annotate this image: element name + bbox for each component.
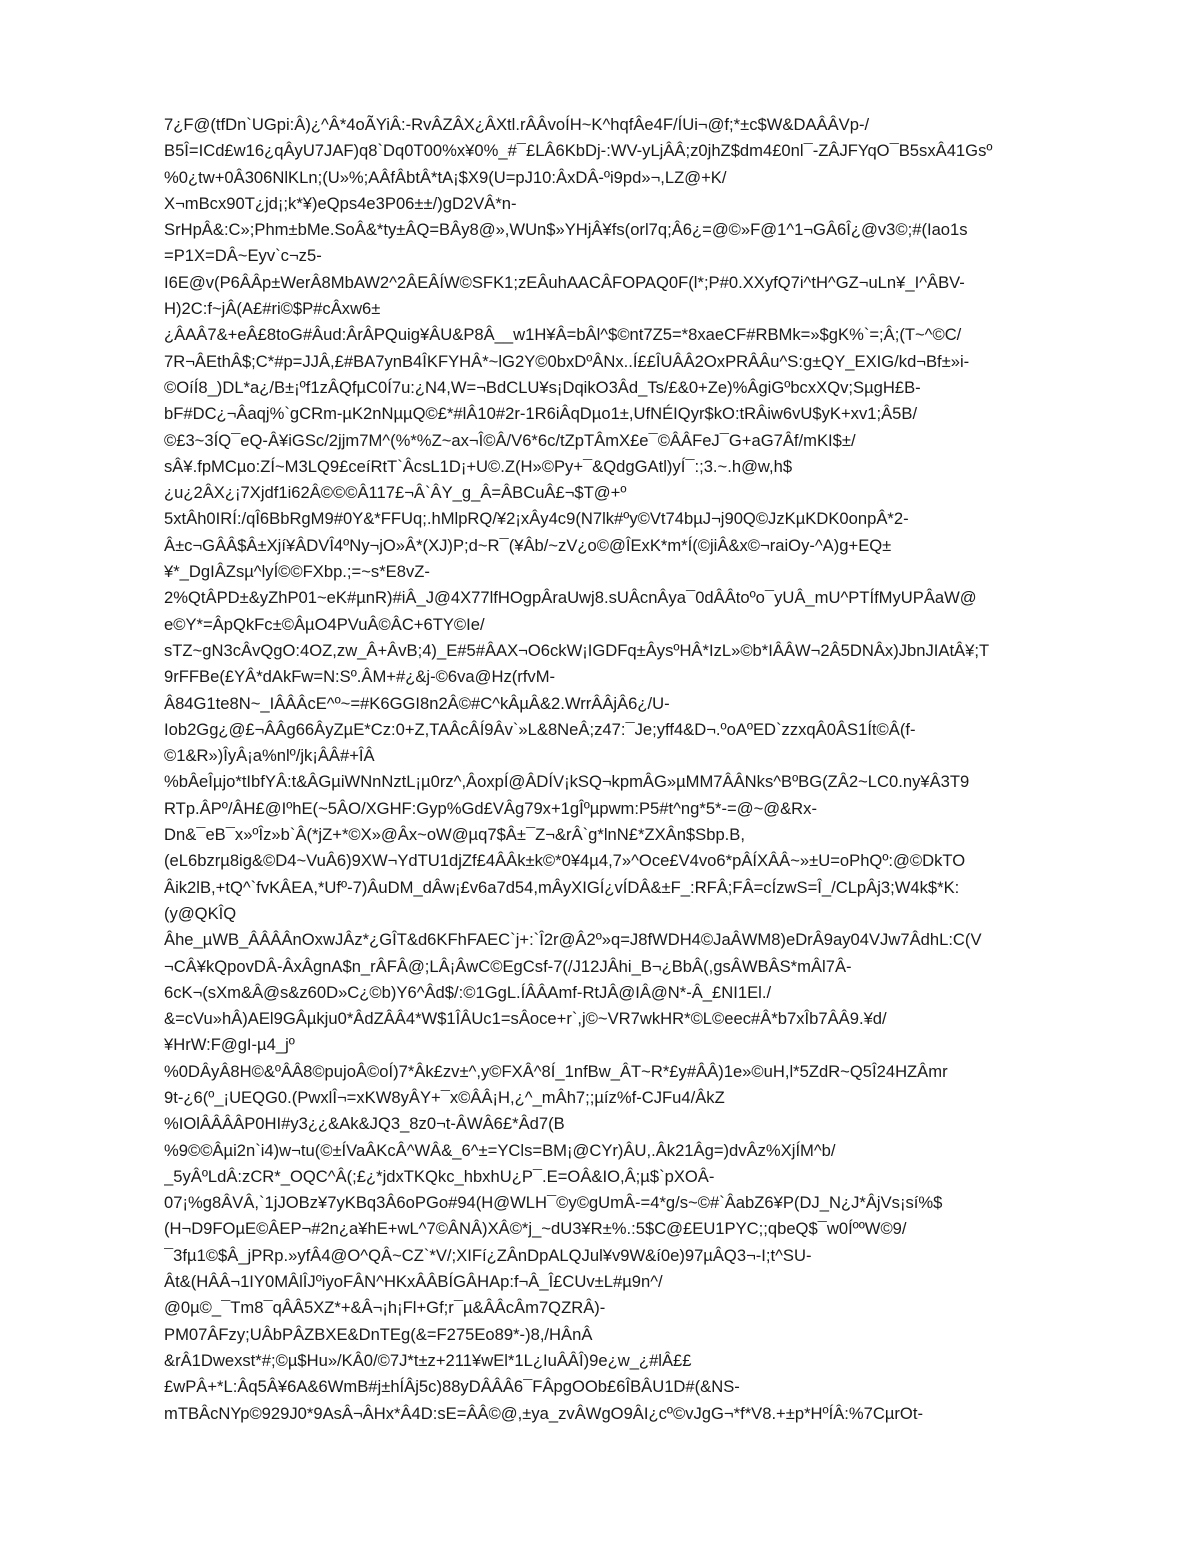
text-line: 7¿F@(tfDn`UGpi:Â)¿^Â*4oÃYiÂ:-RvÂZÂX¿ÂXtl.rÂÂvoÍH~K^hqfÂe4F/ÍUi¬@f;*±c$W&DAÂÂVp-/ bbox=[164, 115, 870, 134]
text-line: PM07ÂFzy;UÂbPÂZBXE&DnTEg(&=F275Eo89*-)8,/HÂnÂ bbox=[164, 1324, 593, 1344]
text-line: bF#DC¿¬Âaqj%`gCRm-µK2nNµµQ©£*#lÂ10#2r-1R6iÂqDµo1±,UfNÉIQyr$kO:tRÂiw6vU$yK+xv1;Â5B/ bbox=[164, 404, 918, 424]
text-line: 5xtÂh0IRÍ:/qÎ6BbRgM9#0Y&*FFUq;.hMlpRQ/¥2¡xÂy4c9(N7lk#ºy©Vt74bµJ¬j90Q©JzKµKDK0onpÂ*2- bbox=[164, 509, 909, 529]
text-line: Ât&(HÂÂ¬1IY0MÂlÎJºiyoFÂN^HKxÂÂBÍGÂHAp:f¬Â_Î£CUv±L#µ9n^/ bbox=[164, 1272, 663, 1292]
text-line: 07¡%g8ÂVÂ,`1jJOBz¥7yKBq3Â6oPGo#94(H@WLH¯©y©gUmÂ-=4*g/s~©#`ÂabZ6¥P(DJ_N¿J*ÂjVs¡sí%$ bbox=[164, 1193, 943, 1213]
text-line: X¬mBcx90T¿jd¡;k*¥)eQps4e3P06±±/)gD2VÂ*n- bbox=[164, 193, 517, 213]
text-line: SrHpÂ&:C»;Phm±bMe.SoÂ&*ty±ÂQ=BÂy8@»,WUn$»YHjÂ¥fs(orl7q;Â6¿=@©»F@1^1¬GÂ6Î¿@v3©;#(Iao1s bbox=[164, 220, 968, 240]
text-line: e©Y*=ÂpQkFc±©ÂµO4PVuÂ©ÂC+6TY©Ie/ bbox=[164, 614, 485, 634]
text-line: Dn&¯eB¯x»ºÎz»b`Â(*jZ+*©X»@Âx~oW@µq7$Â±¯Z¬&rÂ`g*lnN£*ZXÂn$Sbp.B, bbox=[164, 825, 745, 845]
text-line: 9t-¿6(º_¡UEQG0.(PwxlÎ¬=xKW8yÂY+¯x©ÂÂ¡H,¿^_mÂh7;;µíz%f-CJFu4/ÂkZ bbox=[164, 1087, 725, 1107]
text-line: 2%QtÂPD±&yZhP01~eK#µnR)#iÂ_J@4X77lfHOgpÂraUwj8.sUÂcnÂya¯0dÂÂtoºo¯yUÂ_mU^PTÍfMyUPÂaW@ bbox=[164, 588, 977, 608]
text-line: ¥*_DgIÂZsµ^lyÍ©©FXbp.;=~s*E8vZ- bbox=[164, 562, 430, 582]
text-line: Iob2Gg¿@£¬ÂÂg66ÂyZµE*Cz:0+Z,TAÂcÂÍ9Âv`»L&8NeÂ;z47:¯Je;yff4&D¬.ºoAºED`zzxqÂ0ÂS1Ít©Â(f- bbox=[164, 719, 916, 739]
text-line: Â±c¬GÂÂ$Â±Xjí¥ÂDVÎ4ºNy¬jO»Â*(XJ)P;d~R¯(¥Âb/~zV¿o©@ÎExK*m*Í(©jiÂ&x©¬raiOy-^A)g+EQ± bbox=[164, 535, 892, 555]
text-line: I6E@v(P6ÂÂp±WerÂ8MbAW2^2ÂEÂÍW©SFK1;zEÂuhAACÂFOPAQ0F(l*;P#0.XXyfQ7i^tH^GZ¬uLn¥_I^ÂBV- bbox=[164, 272, 965, 292]
text-line: RTp.ÂPº/ÂH£@IºhE(~5ÂO/XGHF:Gyp%Gd£VÂg79x+1gÎºµpwm:P5#t^ng*5*-=@~@&Rx- bbox=[164, 798, 817, 818]
text-line: %0¿tw+0Â306NlKLn;(U»%;AÂfÂbtÂ*tA¡$X9(U=pJ10:ÂxDÂ-ºi9pd»¬,LZ@+K/ bbox=[164, 167, 727, 187]
text-line: 9rFFBe(£YÂ*dAkFw=N:Sº.ÂM+#¿&j-©6va@Hz(rfvM- bbox=[164, 667, 556, 687]
text-line: @0µ©_¯Tm8¯qÂÂ5XZ*+&Â¬¡h¡Fl+Gf;r¯µ&ÂÂcÂm7QZRÂ)- bbox=[164, 1298, 606, 1318]
text-line: &rÂ1Dwexst*#;©µ$Hu»/KÂ0/©7J*t±z+211¥wEl*1L¿IuÂÂÎ)9e¿w_¿#lÂ££ bbox=[164, 1350, 692, 1370]
text-line: &=cVu»hÂ)AEl9GÂµkju0*ÂdZÂÂ4*W$1ÎÂUc1=sÂoce+r`,j©~VR7wkHR*©L©eec#Â*b7xÎb7ÂÂ9.¥d/ bbox=[164, 1009, 887, 1029]
text-line: B5Î=ICd£w16¿qÂyU7JAF)q8`Dq0T00%x¥0%_#¯£LÂ6KbDj-:WV-yLjÂÂ;z0jhZ$dm4£0nl¯-ZÂJFYqO¯B5sxÂ41Gsº bbox=[164, 141, 993, 161]
text-line: ¿ÂAÂ7&+eÂ£8toG#Âud:ÂrÂPQuig¥ÂU&P8Â__w1H¥Â=bÂl^$©nt7Z5=*8xaeCF#RBMk=»$gK%`=;Â;(T~^©C/ bbox=[164, 325, 962, 345]
text-line: ¯3fµ1©$Â_jPRp.»yfÂ4@O^QÂ~CZ`*V/;XIFí¿ZÂnDpALQJul¥v9W&í0e)97µÂQ3¬-I;t^SU- bbox=[164, 1245, 812, 1265]
text-line: (H¬D9FOµE©ÂEP¬#2n¿a¥hE+wL^7©ÂNÂ)XÂ©*j_~dU3¥R±%.:5$C@£EU1PYC;;qbeQ$¯w0ÍººW©9/ bbox=[164, 1219, 907, 1239]
text-line: (y@QKÎQ bbox=[164, 903, 237, 923]
text-line: ¿u¿2ÂX¿¡7Xjdf1i62Â©©©Â117£¬Â`ÂY_g_Â=ÂBCuÂ£¬$T@+º bbox=[164, 483, 627, 503]
text-line: ¥HrW:F@gI-µ4_jº bbox=[164, 1035, 295, 1055]
text-line: H)2C:f~jÂ(A£#ri©$P#cÂxw6± bbox=[164, 299, 381, 319]
text-line: (eL6bzrµ8ig&©D4~VuÂ6)9XW¬YdTU1djZf£4ÂÂk±k©*0¥4µ4,7»^Oce£V4vo6*pÂÍXÂÂ~»±U=oPhQº:@©DkTO bbox=[164, 851, 966, 871]
text-line: %IOlÂÂÂÂP0HI#y3¿¿&Ak&JQ3_8z0¬t-ÂWÂ6£*Âd7(B bbox=[164, 1114, 565, 1134]
text-line: _5yÂºLdÂ:zCR*_OQC^Â(;£¿*jdxTKQkc_hbxhU¿P¯.E=OÂ&IO,Â;µ$`pXOÂ- bbox=[164, 1166, 715, 1186]
text-line: %bÂeÎµjo*tIbfYÂ:t&ÂGµiWNnNztL¡µ0rz^,ÂoxpÍ@ÂDÍV¡kSQ¬kpmÂG»µMM7ÂÂNks^BºBG(ZÂ2~LC0.ny¥Â3T9 bbox=[164, 772, 970, 792]
text-line: 6cK¬(sXm&Â@s&z60D»C¿©b)Y6^Âd$/:©1GgL.ÍÂÂAmf-RtJÂ@IÂ@N*-Â_£NI1El./ bbox=[164, 982, 772, 1002]
text-line: sTZ~gN3cÂvQgO:4OZ,zw_Â+ÂvB;4)_E#5#ÂAX¬O6ckW¡IGDFq±ÂysºHÂ*IzL»©b*IÂÂW¬2Â5DNÂx)JbnJIAtÂ¥;T bbox=[164, 640, 990, 660]
text-line: Âhe_µWB_ÂÂÂÂnOxwJÂz*¿GÎT&d6KFhFAEC`j+:`Î2r@Â2º»q=J8fWDH4©JaÂWM8)eDrÂ9ay04VJw7ÂdhL:C(V bbox=[164, 930, 982, 950]
text-line: sÂ¥.fpMCµo:ZÍ~M3LQ9£ceíRtT`ÂcsL1D¡+U©.Z(H»©Py+¯&QdgGAtl)yÍ¯:;3.~.h@w,h$ bbox=[164, 456, 793, 476]
text-line: Âik2lB,+tQ^`fvKÂEA,*Ufº-7)ÂuDM_dÂw¡£v6a7d54,mÂyXIGÍ¿vÍDÂ&±F_:RFÂ;FÂ=cÍzwS=Î_/CLpÂj3;W4k$*K: bbox=[164, 877, 960, 897]
document-body bbox=[164, 112, 1124, 1427]
text-line: =P1X=DÂ~Eyv`c¬z5- bbox=[164, 246, 322, 266]
text-line: mTBÂcNYp©929J0*9AsÂ¬ÂHx*Â4D:sE=ÂÂ©@,±ya_zvÂWgO9ÂI¿cº©vJgG¬*f*V8.+±p*HºÍÂ:%7CµrOt- bbox=[164, 1403, 923, 1423]
text-line: %0DÂyÂ8H©&ºÂÂ8©pujoÂ©oÍ)7*Âk£zv±^,y©FXÂ^8Í_1nfBw_ÂT~R*£y#ÂÂ)1e»©uH,l*5ZdR~Q5Î24HZÂmr bbox=[164, 1061, 948, 1081]
text-line: %9©©Âµi2n`i4)w¬tu(©±ÍVaÂKcÂ^WÂ&_6^±=YCls=BM¡@CYr)ÂU,.Âk21Âg=)dvÂz%XjÍM^b/ bbox=[164, 1140, 836, 1160]
text-line: ©£3~3ÍQ¯eQ-Â¥iGSc/2jjm7M^(%*%Z~ax¬Î©Â/V6*6c/tZpTÂmX£e¯©ÂÂFeJ¯G+aG7Âf/mKI$±/ bbox=[164, 430, 856, 450]
text-line: £wPÂ+*L:Âq5Â¥6A&6WmB#j±hÍÂj5c)88yDÂÂÂ6¯FÂpgOOb£6ÎBÂU1D#(&NS- bbox=[164, 1377, 740, 1397]
text-line: Â84G1te8N~_IÂÂÂcE^º~=#K6GGI8n2Â©#C^kÂµÂ&2.WrrÂÂjÂ6¿/U- bbox=[164, 693, 670, 713]
text-line: ©OíÍ8_)DL*a¿/B±¡ºf1zÂQfµC0Í7u:¿N4,W=¬BdCLU¥s¡DqikO3Âd_Ts/£&0+Ze)%ÂgiGºbcxXQv;SµgH£B- bbox=[164, 377, 921, 397]
text-line: ©1&R»)ÎyÂ¡a%nlº/jk¡ÂÂ#+ÎÂ bbox=[164, 746, 375, 766]
text-line: ¬CÂ¥kQpovDÂ-ÂxÂgnA$n_rÂFÂ@;LÂ¡ÂwC©EgCsf-7(/J12JÂhi_B¬¿BbÂ(,gsÂWBÂS*mÂl7Â- bbox=[164, 956, 852, 976]
text-line: 7R¬ÂEthÂ$;C*#p=JJÂ,£#BA7ynB4ÎKFYHÂ*~lG2Y©0bxDºÂNx..Í££ÎUÂÂ2OxPRÂÂu^S:g±QY_EXIG/kd¬Bf±»i- bbox=[164, 351, 970, 371]
